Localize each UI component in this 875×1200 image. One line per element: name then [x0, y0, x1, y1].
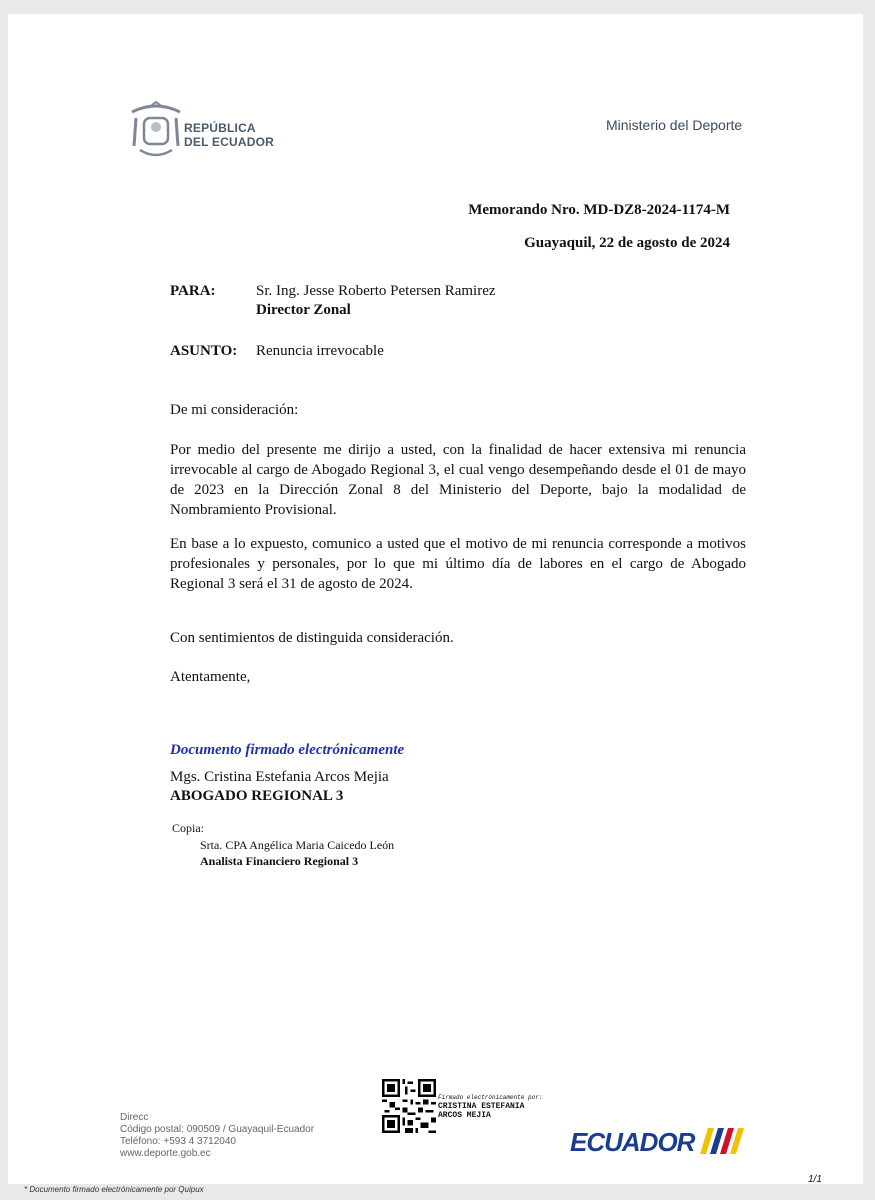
qr-code-icon [382, 1079, 436, 1133]
brand-wordmark: ECUADOR [570, 1127, 695, 1157]
country-line-1: REPÚBLICA [184, 121, 256, 135]
signer-title: ABOGADO REGIONAL 3 [170, 788, 344, 804]
footer-postal: Código postal: 090509 / Guayaquil-Ecuador [120, 1124, 315, 1135]
body-paragraph-2: En base a lo expuesto, comunico a usted que el motivo de mi renuncia corresponde a motivos profesionales y personales, por lo que mi último día de labores en el cargo de Abogado Regional 3 será el 31 de agosto de 2024. [170, 536, 746, 592]
footer-address: Direcc [120, 1112, 149, 1123]
to-title: Director Zonal [256, 302, 351, 318]
ministry-name: Ministerio del Deporte [606, 117, 743, 133]
greeting: De mi consideración: [170, 402, 299, 418]
stamp-name-1: CRISTINA ESTEFANIA [438, 1102, 525, 1111]
to-name: Sr. Ing. Jesse Roberto Petersen Ramirez [256, 283, 496, 299]
country-line-2: DEL ECUADOR [184, 135, 274, 149]
copy-title: Analista Financiero Regional 3 [200, 854, 359, 868]
footer-website: www.deporte.gob.ec [120, 1148, 211, 1159]
document-page [8, 14, 863, 1184]
copy-label: Copia: [172, 821, 204, 835]
ecuador-brand-logo [570, 1127, 744, 1158]
coat-of-arms-icon [128, 100, 184, 162]
electronic-signature-note: Documento firmado electrónicamente [170, 742, 405, 758]
signature-stamp [438, 1093, 542, 1120]
memo-date: Guayaquil, 22 de agosto de 2024 [524, 235, 730, 251]
footer-phone: Teléfono: +593 4 3712040 [120, 1136, 236, 1147]
page-number: 1/1 [808, 1174, 822, 1185]
closing: Con sentimientos de distinguida consideración. [170, 630, 454, 646]
subject-label: ASUNTO: [170, 343, 238, 359]
subject-text: Renuncia irrevocable [256, 343, 384, 359]
body-paragraph-1: Por medio del presente me dirijo a usted, con la finalidad de hacer extensiva mi renuncia irrevocable al cargo de Abogado Regional 3, el cual vengo desempeñando desde el 01 de mayo de 2023 en la Dirección Zonal 8 del Ministerio del Deporte, bajo la modalidad de Nombramiento Provisional. [170, 442, 746, 518]
regards: Atentamente, [170, 669, 251, 685]
copy-name: Srta. CPA Angélica Maria Caicedo León [200, 838, 395, 852]
stamp-name-2: ARCOS MEJIA [438, 1111, 491, 1120]
flag-stripes-icon [700, 1128, 744, 1154]
country-name [184, 121, 274, 149]
footer-contact [120, 1112, 314, 1160]
to-label: PARA: [170, 283, 216, 299]
signer-name: Mgs. Cristina Estefania Arcos Mejia [170, 769, 389, 785]
quipux-note: * Documento firmado electrónicamente por Quipux [24, 1185, 204, 1194]
memo-number: Memorando Nro. MD-DZ8-2024-1174-M [468, 202, 730, 218]
stamp-caption: Firmado electrónicamente por: [438, 1094, 543, 1101]
